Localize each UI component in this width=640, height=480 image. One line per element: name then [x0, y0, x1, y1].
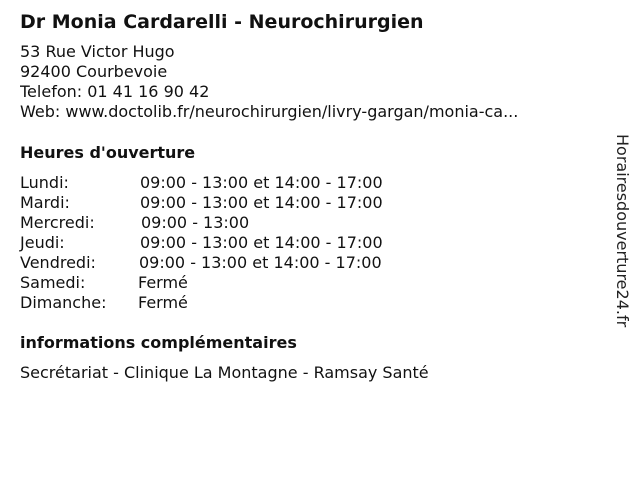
opening-hours-list: [20, 173, 600, 313]
hours-row-monday: [20, 173, 600, 193]
day-hours: 09:00 - 13:00 et 14:00 - 17:00: [140, 173, 383, 192]
info-text: Secrétariat - Clinique La Montagne - Ramsay Santé: [20, 363, 429, 382]
day-hours: 09:00 - 13:00 et 14:00 - 17:00: [140, 233, 383, 252]
day-label: Dimanche:: [20, 293, 107, 312]
day-hours: Fermé: [138, 293, 188, 312]
day-label: Lundi:: [20, 173, 69, 192]
day-hours: 09:00 - 13:00 et 14:00 - 17:00: [139, 253, 382, 272]
info-heading: informations complémentaires: [20, 333, 297, 352]
page-title: Dr Monia Cardarelli - Neurochirurgien: [20, 11, 424, 33]
address-block: [20, 42, 600, 122]
address-city: 92400 Courbevoie: [20, 62, 168, 81]
site-watermark-text[interactable]: Horairesdouverture24.fr: [613, 134, 632, 328]
hours-row-thursday: [20, 233, 600, 253]
listing-card: [20, 10, 600, 383]
hours-heading: Heures d'ouverture: [20, 143, 196, 162]
hours-row-wednesday: [20, 213, 600, 233]
day-hours: 09:00 - 13:00 et 14:00 - 17:00: [140, 193, 383, 212]
day-hours: Fermé: [138, 273, 188, 292]
day-hours: 09:00 - 13:00: [141, 213, 250, 232]
day-label: Vendredi:: [20, 253, 96, 272]
day-label: Samedi:: [20, 273, 86, 292]
website-link[interactable]: Web: www.doctolib.fr/neurochirurgien/livry-gargan/monia-ca...: [20, 102, 519, 121]
hours-row-sunday: [20, 293, 600, 313]
day-label: Mercredi:: [20, 213, 95, 232]
phone-number[interactable]: Telefon: 01 41 16 90 42: [20, 82, 210, 101]
hours-row-friday: [20, 253, 600, 273]
site-watermark: [612, 134, 632, 344]
day-label: Mardi:: [20, 193, 70, 212]
day-label: Jeudi:: [20, 233, 65, 252]
address-street: 53 Rue Victor Hugo: [20, 42, 175, 61]
hours-row-saturday: [20, 273, 600, 293]
hours-row-tuesday: [20, 193, 600, 213]
